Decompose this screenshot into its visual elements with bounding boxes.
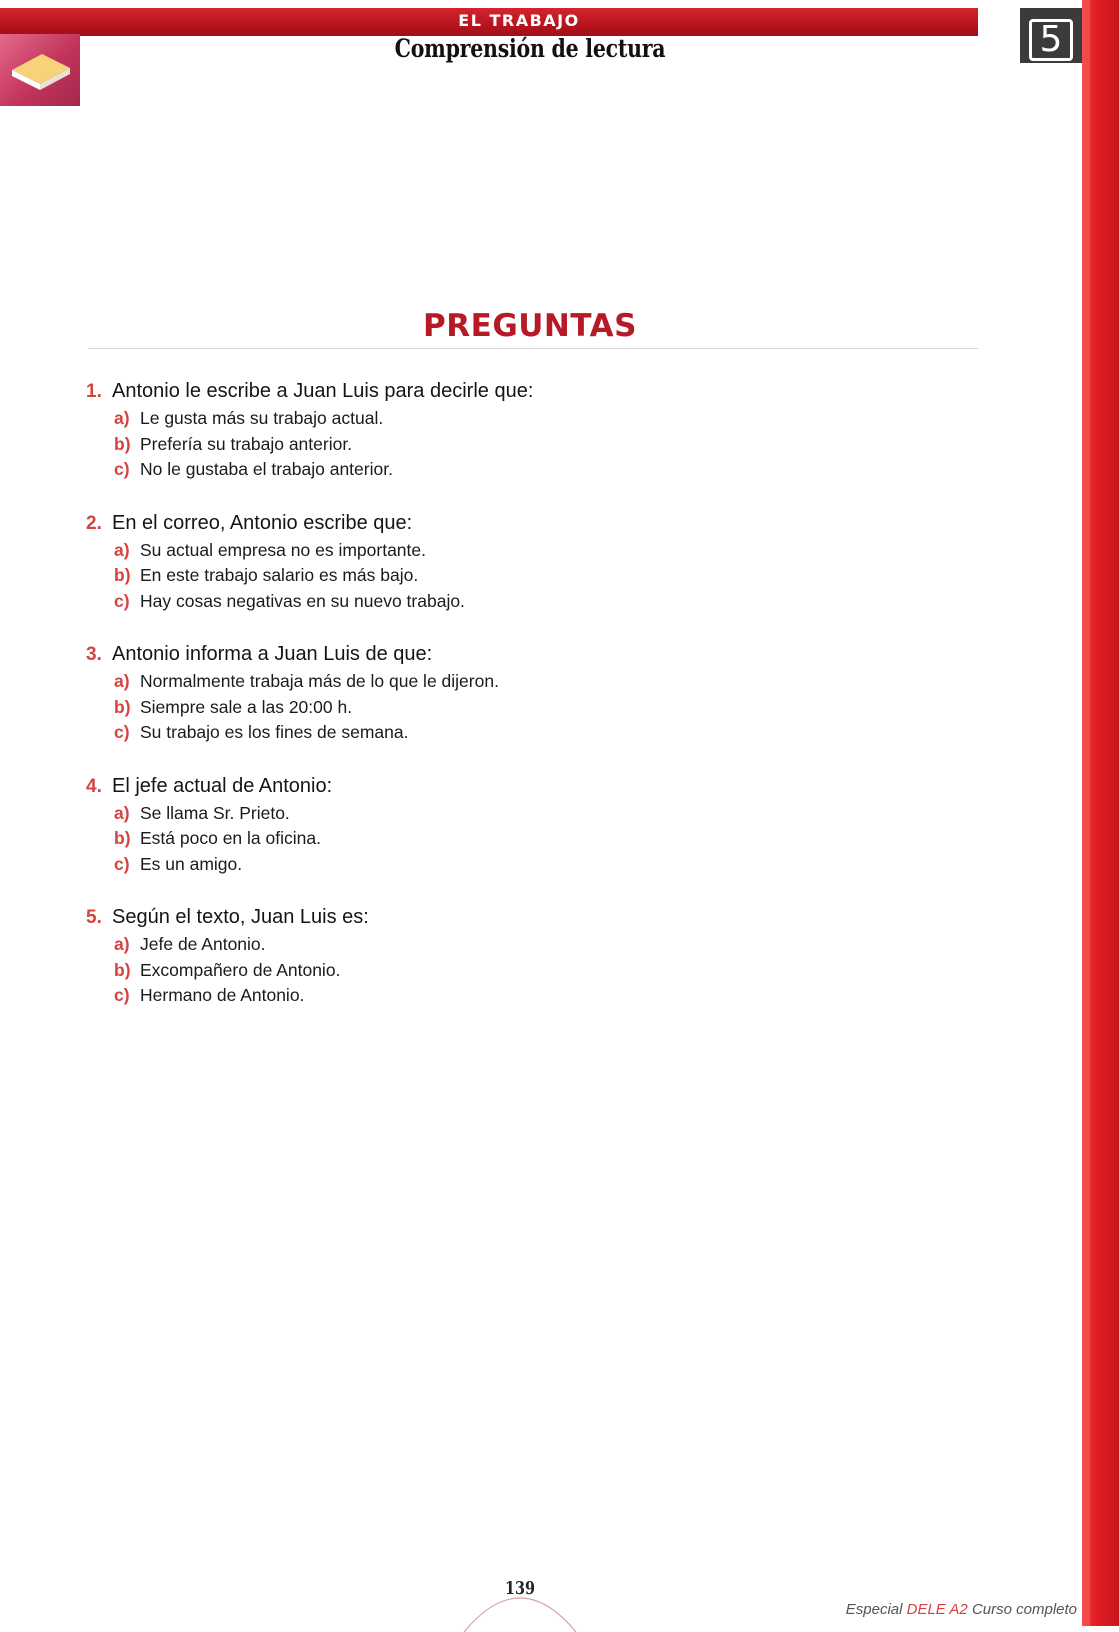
section-subtitle: Comprensión de lectura <box>394 34 666 63</box>
option-letter: b) <box>114 959 131 980</box>
question-1 <box>86 377 986 483</box>
option-b <box>86 695 986 721</box>
question-stem <box>86 509 986 538</box>
page-number: 139 <box>504 1578 536 1599</box>
option-a <box>86 801 986 827</box>
question-text: Según el texto, Juan Luis es: <box>112 906 369 928</box>
option-letter: c) <box>114 985 130 1005</box>
option-text: Es un amigo. <box>140 853 243 874</box>
option-letter: a) <box>114 802 130 823</box>
book-footer <box>846 1601 1077 1618</box>
option-letter: a) <box>114 408 130 428</box>
option-text: Le gusta más su trabajo actual. <box>140 408 384 428</box>
question-list <box>86 377 986 1035</box>
option-text: Se llama Sr. Prieto. <box>140 802 290 823</box>
question-text: En el correo, Antonio escribe que: <box>112 511 413 534</box>
footer-prefix: Especial <box>845 1601 903 1618</box>
option-a <box>86 538 986 564</box>
chapter-title: EL TRABAJO <box>458 11 580 30</box>
footer-suffix: Curso completo <box>971 1601 1077 1618</box>
option-text: Prefería su trabajo anterior. <box>140 433 353 454</box>
chapter-number: 5 <box>1029 19 1073 61</box>
question-number: 5. <box>86 907 102 928</box>
question-4 <box>86 772 986 878</box>
option-c <box>86 983 986 1009</box>
option-letter: c) <box>114 722 130 742</box>
option-letter: a) <box>114 539 130 560</box>
question-2 <box>86 509 986 615</box>
option-a <box>86 406 986 432</box>
question-text: Antonio le escribe a Juan Luis para decirle que: <box>112 380 534 402</box>
option-letter: b) <box>114 565 131 585</box>
option-letter: b) <box>114 433 131 454</box>
option-letter: b) <box>114 828 131 848</box>
question-stem <box>86 772 986 801</box>
option-letter: c) <box>114 590 130 611</box>
option-letter: a) <box>114 934 130 954</box>
question-text: Antonio informa a Juan Luis de que: <box>112 643 433 665</box>
option-text: Su actual empresa no es importante. <box>140 539 426 560</box>
option-text: Normalmente trabaja más de lo que le dijeron. <box>140 671 499 691</box>
option-letter: a) <box>114 671 130 691</box>
title-divider <box>88 348 978 349</box>
page-number-tab <box>460 1572 580 1632</box>
option-letter: c) <box>114 459 130 479</box>
option-letter: c) <box>114 853 130 874</box>
question-stem <box>86 377 986 406</box>
question-number: 3. <box>86 644 102 665</box>
page-edge-highlight <box>1082 0 1090 1626</box>
option-text: Excompañero de Antonio. <box>140 959 341 980</box>
chapter-banner <box>0 8 978 36</box>
question-stem <box>86 903 986 932</box>
option-c <box>86 720 986 746</box>
question-stem <box>86 640 986 669</box>
option-text: Está poco en la oficina. <box>140 828 321 848</box>
footer-highlight: DELE A2 <box>906 1601 968 1618</box>
option-c <box>86 852 986 878</box>
option-text: Hermano de Antonio. <box>140 985 305 1005</box>
question-number: 4. <box>86 775 102 797</box>
option-text: Jefe de Antonio. <box>140 934 266 954</box>
option-letter: b) <box>114 696 131 717</box>
book-badge <box>0 34 80 106</box>
page-title: PREGUNTAS <box>423 308 637 344</box>
question-number: 1. <box>86 381 102 402</box>
option-text: No le gustaba el trabajo anterior. <box>140 459 393 479</box>
option-b <box>86 958 986 984</box>
question-3 <box>86 640 986 746</box>
chapter-number-box <box>1020 8 1082 63</box>
option-text: Hay cosas negativas en su nuevo trabajo. <box>140 590 465 611</box>
question-text: El jefe actual de Antonio: <box>112 774 333 797</box>
option-b <box>86 826 986 852</box>
option-text: Su trabajo es los fines de semana. <box>140 722 409 742</box>
option-text: Siempre sale a las 20:00 h. <box>140 696 353 717</box>
question-number: 2. <box>86 512 102 534</box>
option-a <box>86 932 986 958</box>
option-b <box>86 432 986 458</box>
option-text: En este trabajo salario es más bajo. <box>140 565 419 585</box>
question-5 <box>86 903 986 1009</box>
option-a <box>86 669 986 695</box>
option-b <box>86 563 986 589</box>
book-icon <box>8 48 72 94</box>
option-c <box>86 589 986 615</box>
option-c <box>86 457 986 483</box>
